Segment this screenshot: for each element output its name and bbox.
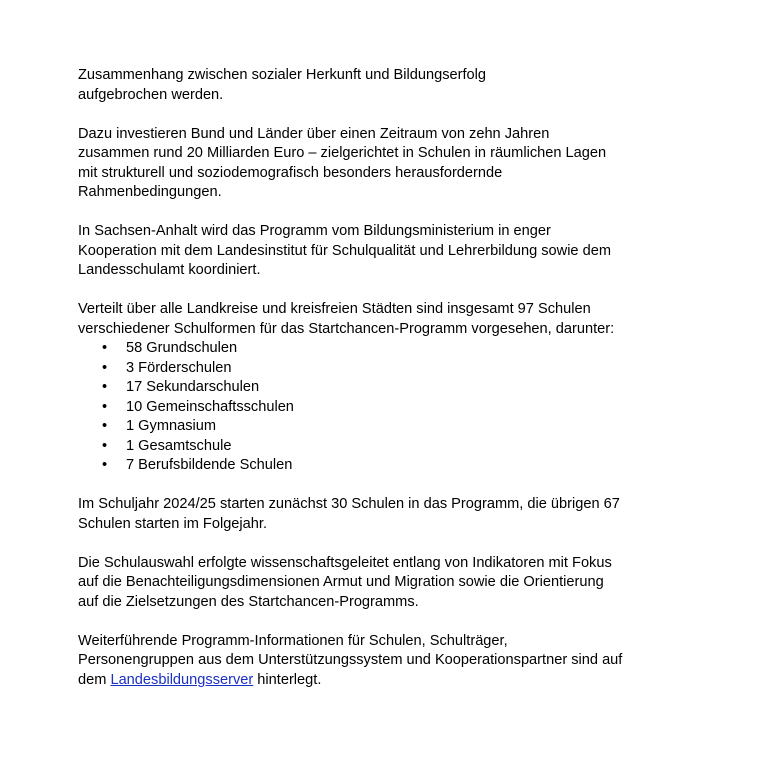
- paragraph-distribution: [78, 300, 678, 339]
- list-item-label: 1 Gesamtschule: [126, 437, 232, 454]
- list-item-label: 3 Förderschulen: [126, 359, 232, 376]
- text-line: Im Schuljahr 2024/25 starten zunächst 30 Schulen in das Programm, die übrigen 67: [78, 496, 620, 512]
- text-line: Landesschulamt koordiniert.: [78, 262, 261, 278]
- text-line: Verteilt über alle Landkreise und kreisfreien Städten sind insgesamt 97 Schulen: [78, 301, 591, 317]
- bullet-icon: •: [102, 398, 108, 415]
- text-line: zusammen rund 20 Milliarden Euro – zielgerichtet in Schulen in räumlichen Lagen: [78, 145, 607, 161]
- list-item: [78, 456, 678, 476]
- list-item: [78, 398, 678, 418]
- text-fragment: hinterlegt.: [253, 671, 322, 688]
- text-line: [78, 671, 678, 691]
- text-line: mit strukturell und soziodemografisch besonders herausfordernde: [78, 164, 503, 181]
- landesbildungsserver-link[interactable]: Landesbildungsserver: [110, 671, 254, 688]
- bullet-icon: •: [102, 379, 108, 395]
- text-line: In Sachsen-Anhalt wird das Programm vom Bildungsministerium in enger: [78, 223, 551, 239]
- text-line: Die Schulauswahl erfolgte wissenschaftsgeleitet entlang von Indikatoren mit Fokus: [78, 554, 612, 571]
- text-line: Kooperation mit dem Landesinstitut für Schulqualität und Lehrerbildung sowie dem: [78, 242, 611, 259]
- list-item-label: 17 Sekundarschulen: [126, 379, 260, 395]
- document-page: [78, 66, 678, 710]
- list-item-label: 58 Grundschulen: [126, 340, 238, 356]
- text-fragment: dem: [78, 671, 111, 688]
- text-line: Personengruppen aus dem Unterstützungssystem und Kooperationspartner sind auf: [78, 652, 623, 668]
- list-item-label: 1 Gymnasium: [126, 418, 217, 434]
- list-item: [78, 378, 678, 398]
- text-line: verschiedener Schulformen für das Startchancen-Programm vorgesehen, darunter:: [78, 320, 615, 337]
- paragraph-intro: [78, 66, 678, 105]
- list-item: [78, 339, 678, 359]
- text-line: aufgebrochen werden.: [78, 86, 224, 103]
- text-line: Rahmenbedingungen.: [78, 184, 222, 200]
- list-item: [78, 417, 678, 437]
- text-line: auf die Zielsetzungen des Startchancen-Programms.: [78, 593, 419, 610]
- paragraph-coordination: [78, 222, 678, 281]
- list-item-label: 7 Berufsbildende Schulen: [126, 457, 293, 473]
- list-item: [78, 359, 678, 379]
- text-line: Dazu investieren Bund und Länder über einen Zeitraum von zehn Jahren: [78, 125, 550, 142]
- paragraph-selection: [78, 554, 678, 613]
- list-item-label: 10 Gemeinschaftsschulen: [126, 398, 294, 415]
- paragraph-investment: [78, 125, 678, 203]
- bullet-icon: •: [102, 437, 108, 454]
- paragraph-further-info: [78, 632, 678, 691]
- paragraph-school-year: [78, 495, 678, 534]
- list-item: [78, 437, 678, 457]
- bullet-icon: •: [102, 340, 108, 356]
- school-type-list: [78, 339, 678, 476]
- text-line: Weiterführende Programm-Informationen für Schulen, Schulträger,: [78, 632, 508, 649]
- bullet-icon: •: [102, 359, 108, 376]
- bullet-icon: •: [102, 418, 108, 434]
- text-line: auf die Benachteiligungsdimensionen Armut und Migration sowie die Orientierung: [78, 574, 604, 590]
- text-line: Schulen starten im Folgejahr.: [78, 515, 268, 532]
- text-line: Zusammenhang zwischen sozialer Herkunft und Bildungserfolg: [78, 67, 487, 83]
- bullet-icon: •: [102, 457, 108, 473]
